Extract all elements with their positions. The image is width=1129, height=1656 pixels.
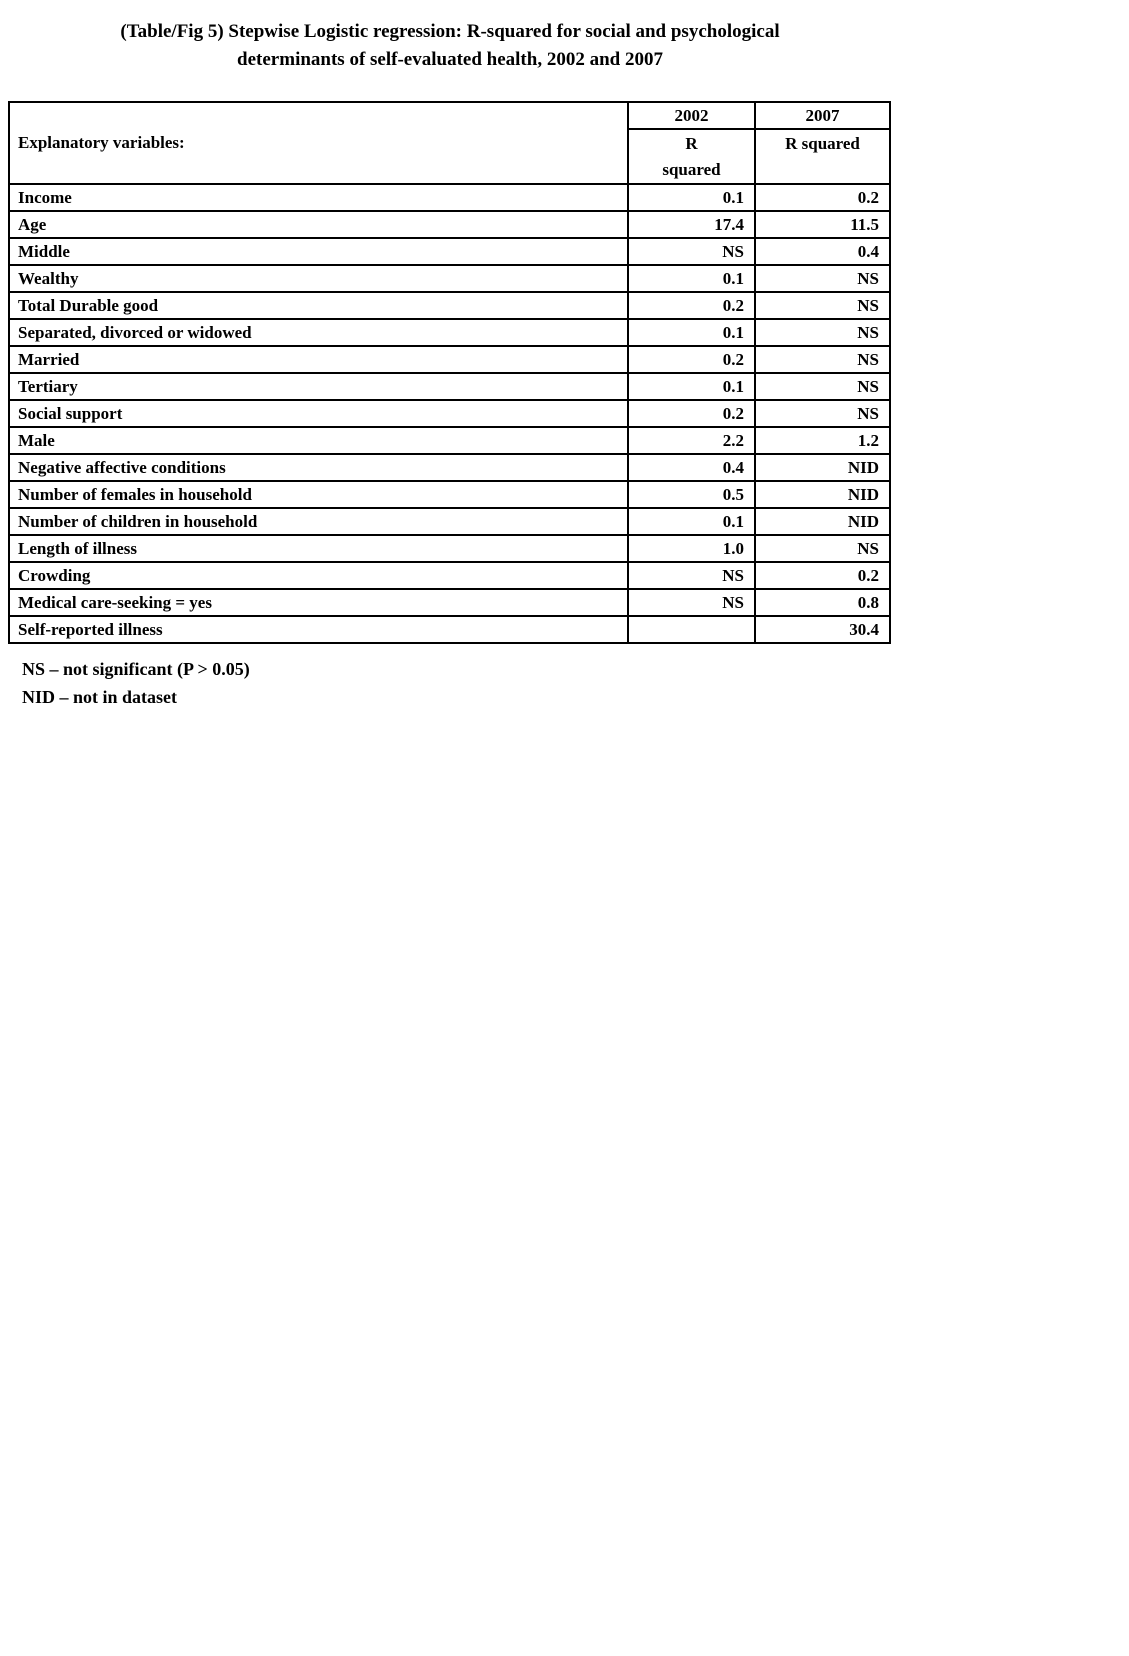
row-label: Separated, divorced or widowed: [9, 319, 628, 346]
row-label: Number of females in household: [9, 481, 628, 508]
cell-r2-2007: 0.2: [755, 562, 890, 589]
table-title-line1: (Table/Fig 5) Stepwise Logistic regression: R-squared for social and psychological: [120, 21, 780, 42]
table-row: [9, 535, 890, 562]
row-label: Crowding: [9, 562, 628, 589]
table-row: [9, 616, 890, 643]
cell-r2-2007: NID: [755, 481, 890, 508]
cell-r2-2002: 2.2: [628, 427, 755, 454]
cell-r2-2007: 30.4: [755, 616, 890, 643]
cell-r2-2002: NS: [628, 562, 755, 589]
table-row: [9, 373, 890, 400]
header-explanatory-variables: Explanatory variables:: [9, 102, 628, 184]
table-row: [9, 589, 890, 616]
table-row: [9, 508, 890, 535]
header-rsquared-2002-text: R squared: [662, 134, 721, 179]
row-label: Number of children in household: [9, 508, 628, 535]
table-row: [9, 292, 890, 319]
cell-r2-2002: 0.1: [628, 265, 755, 292]
row-label: Social support: [9, 400, 628, 427]
cell-r2-2002: 0.1: [628, 319, 755, 346]
row-label: Self-reported illness: [9, 616, 628, 643]
header-year-row: [9, 102, 890, 129]
header-year-2002: 2002: [628, 102, 755, 129]
row-label: Tertiary: [9, 373, 628, 400]
cell-r2-2002: 0.4: [628, 454, 755, 481]
table-row: [9, 481, 890, 508]
row-label: Married: [9, 346, 628, 373]
table-row: [9, 400, 890, 427]
footnotes: [8, 655, 1129, 711]
cell-r2-2007: NS: [755, 292, 890, 319]
cell-r2-2007: NS: [755, 319, 890, 346]
cell-r2-2002: 0.5: [628, 481, 755, 508]
cell-r2-2007: 0.4: [755, 238, 890, 265]
table-row: [9, 238, 890, 265]
cell-r2-2002: [628, 616, 755, 643]
table-row: [9, 265, 890, 292]
cell-r2-2007: 0.8: [755, 589, 890, 616]
row-label: Length of illness: [9, 535, 628, 562]
regression-table: [8, 101, 891, 644]
table-row: [9, 454, 890, 481]
table-row: [9, 211, 890, 238]
row-label: Income: [9, 184, 628, 211]
table-row: [9, 346, 890, 373]
cell-r2-2007: 11.5: [755, 211, 890, 238]
cell-r2-2007: NS: [755, 265, 890, 292]
cell-r2-2002: 17.4: [628, 211, 755, 238]
cell-r2-2007: NID: [755, 454, 890, 481]
cell-r2-2007: NS: [755, 400, 890, 427]
cell-r2-2007: NS: [755, 535, 890, 562]
row-label: Negative affective conditions: [9, 454, 628, 481]
header-year-2007: 2007: [755, 102, 890, 129]
cell-r2-2007: NS: [755, 373, 890, 400]
table-row: [9, 184, 890, 211]
header-rsquared-2002: [628, 129, 755, 184]
table-row: [9, 427, 890, 454]
cell-r2-2002: 0.2: [628, 400, 755, 427]
cell-r2-2002: 0.1: [628, 373, 755, 400]
cell-r2-2002: 0.1: [628, 184, 755, 211]
cell-r2-2007: 0.2: [755, 184, 890, 211]
row-label: Age: [9, 211, 628, 238]
table-title-line2: determinants of self-evaluated health, 2002 and 2007: [237, 49, 663, 70]
cell-r2-2002: NS: [628, 238, 755, 265]
row-label: Male: [9, 427, 628, 454]
cell-r2-2007: NID: [755, 508, 890, 535]
cell-r2-2002: 1.0: [628, 535, 755, 562]
footnote-ns: NS – not significant (P > 0.05): [22, 659, 250, 679]
cell-r2-2007: 1.2: [755, 427, 890, 454]
row-label: Medical care-seeking = yes: [9, 589, 628, 616]
table-body: [9, 184, 890, 643]
header-rsquared-2007: R squared: [755, 129, 890, 184]
table-title: [8, 18, 892, 74]
row-label: Total Durable good: [9, 292, 628, 319]
footnote-nid: NID – not in dataset: [22, 687, 178, 707]
row-label: Middle: [9, 238, 628, 265]
row-label: Wealthy: [9, 265, 628, 292]
cell-r2-2007: NS: [755, 346, 890, 373]
cell-r2-2002: NS: [628, 589, 755, 616]
table-row: [9, 562, 890, 589]
cell-r2-2002: 0.2: [628, 292, 755, 319]
table-row: [9, 319, 890, 346]
cell-r2-2002: 0.2: [628, 346, 755, 373]
cell-r2-2002: 0.1: [628, 508, 755, 535]
